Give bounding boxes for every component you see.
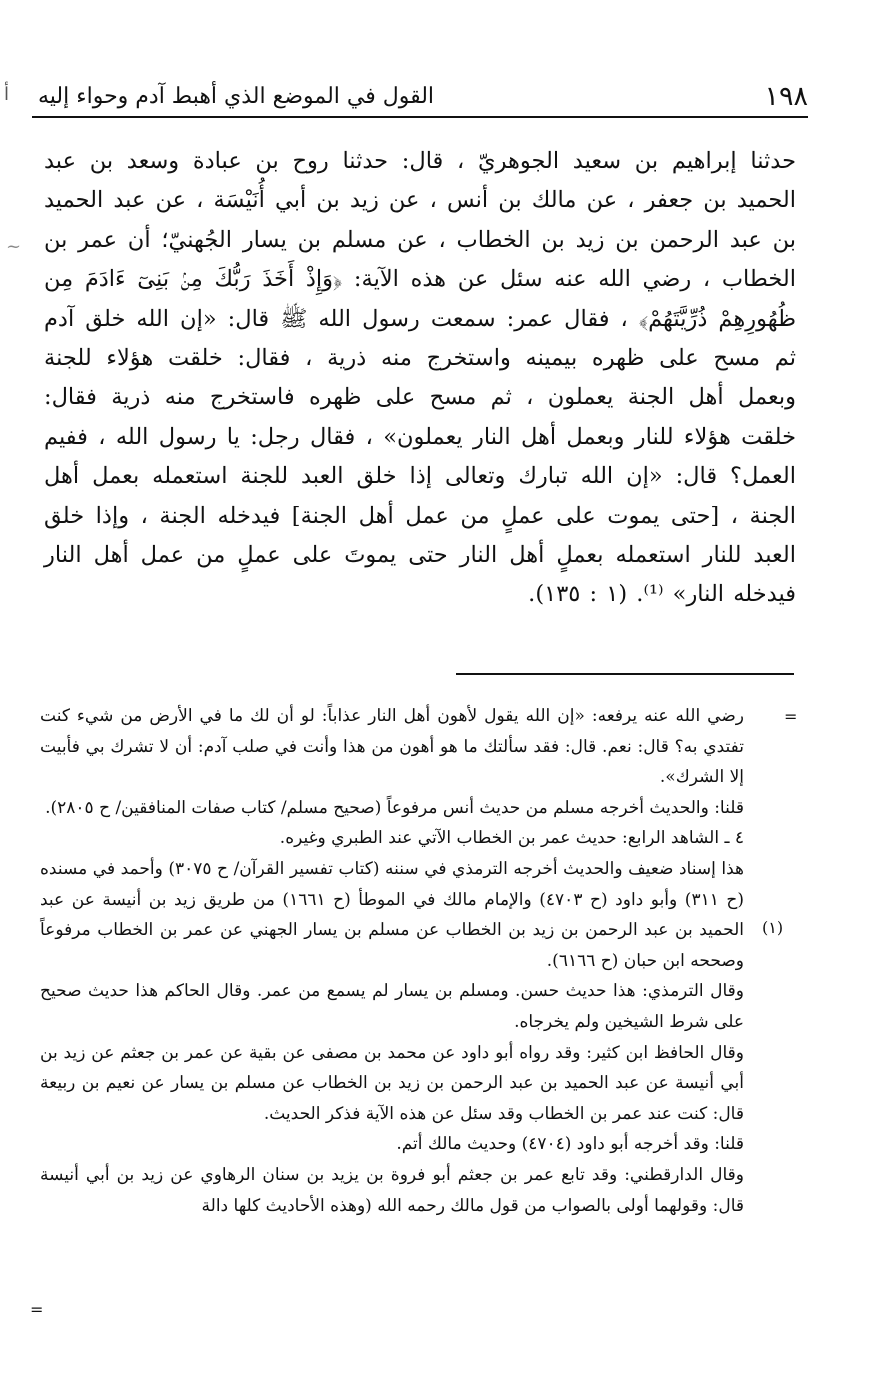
footnote-separator [456,673,794,675]
running-title: القول في الموضع الذي أهبط آدم وحواء إليه [38,84,435,109]
footnote-paragraph: قلنا: والحديث أخرجه مسلم من حديث أنس مرفوعاً (صحيح مسلم/ كتاب صفات المنافقين/ ح ٢٨٠٥). [45,797,744,818]
footnote-paragraph: وقال الترمذي: هذا حديث حسن. ومسلم بن يسار لم يسمع من عمر. وقال الحاكم هذا حديث صحيح على شرط الشيخين ولم يخرجاه. [40,981,744,1032]
footnote-paragraph: ٤ ـ الشاهد الرابع: حديث عمر بن الخطاب الآتي عند الطبري وغيره. [279,828,744,849]
footnote-paragraph: هذا إسناد ضعيف والحديث أخرجه الترمذي في سننه (كتاب تفسير القرآن/ ح ٣٠٧٥) وأحمد في مسنده (ح ٣١١) وأبو داود (ح ٤٧٠٣) والإمام مالك في الموطأ (ح ١٦٦١) من طريق زيد بن أنيسة عن عبد الحميد بن عبد الرحمن بن زيد بن الخطاب عن مسلم بن يسار الجهني عن عمر بن الخطاب مرفوعاً وصححه ابن حبان (ح ٦١٦٦). [40,858,745,971]
main-text [44,142,796,615]
footnote-1-marker: (١) [762,918,784,937]
footnote-paragraph: وقال الحافظ ابن كثير: وقد رواه أبو داود عن محمد بن مصفى عن بقية عن عمر بن جعثم عن زيد بن أبي أنيسة عن عبد الحميد بن عبد الرحمن بن زيد بن الخطاب عن مسلم بن يسار عن نعيم بن ربيعة قال: كنت عند عمر بن الخطاب وقد سئل عن هذه الآية فذكر الحديث. [40,1042,744,1124]
footnotes [40,701,744,1221]
margin-tilde: ~ [6,236,22,257]
continuation-marker: = [784,707,798,726]
footnote-paragraph: وقال الدارقطني: وقد تابع عمر بن جعثم أبو فروة بن يزيد بن سنان الرهاوي عن زيد بن أبي أنيسة قال: وقولهما أولى بالصواب من قول مالك رحمه الله (وهذه الأحاديث كلها دالة [40,1164,744,1216]
continued-marker: = [30,1300,44,1319]
header-rule [32,116,808,118]
page-header [38,78,808,116]
footnote-paragraph: رضي الله عنه يرفعه: «إن الله يقول لأهون أهل النار عذاباً: لو أن لك ما في الأرض من شيء كنت تفتدي به؟ قال: نعم. قال: فقد سألتك ما هو أهون من هذا وأنت في صلب آدم: أن لا تشرك بي فأبيت إلا الشرك». [40,706,744,788]
main-paragraph: حدثنا إبراهيم بن سعيد الجوهريّ ، قال: حدثنا روح بن عبادة وسعد بن عبد الحميد بن جعفر ، عن مالك بن أنس ، عن زيد بن أبي أُنَيْسَة ، عن عبد الحميد بن عبد الرحمن بن زيد بن الخطاب ، عن مسلم بن يسار الجُهنيّ؛ أن عمر بن الخطاب ، رضي الله عنه سئل عن هذه الآية: ﴿وَإِذْ أَخَذَ رَبُّكَ مِنۢ بَنِىٓ ءَادَمَ مِن ظُهُورِهِمْ ذُرِّيَّتَهُمْ﴾ ، فقال عمر: سمعت رسول الله ﷺ قال: «إن الله خلق آدم ثم مسح على ظهره بيمينه واستخرج منه ذرية ، فقال: خلقت هؤلاء للجنة وبعمل أهل الجنة يعملون ، ثم مسح على ظهره فاستخرج منه ذرية فقال: خلقت هؤلاء للنار وبعمل أهل النار يعملون» ، فقال رجل: يا رسول الله ، ففيم العمل؟ قال: «إن الله تبارك وتعالى إذا خلق العبد للجنة استعمله بعمل أهل الجنة ، [حتى يموت على عملٍ من عمل أهل الجنة] فيدخله الجنة ، وإذا خلق العبد للنار استعمله بعملٍ أهل النار حتى يموتَ على عملٍ من عمل أهل النار فيدخله النار» ⁽¹⁾. (١ : ١٣٥). [44,148,796,608]
footnote-paragraph: قلنا: وقد أخرجه أبو داود (٤٧٠٤) وحديث مالك أتم. [396,1134,744,1155]
page-number: ١٩٨ [764,81,808,112]
margin-mark: ﺃ [4,84,10,105]
